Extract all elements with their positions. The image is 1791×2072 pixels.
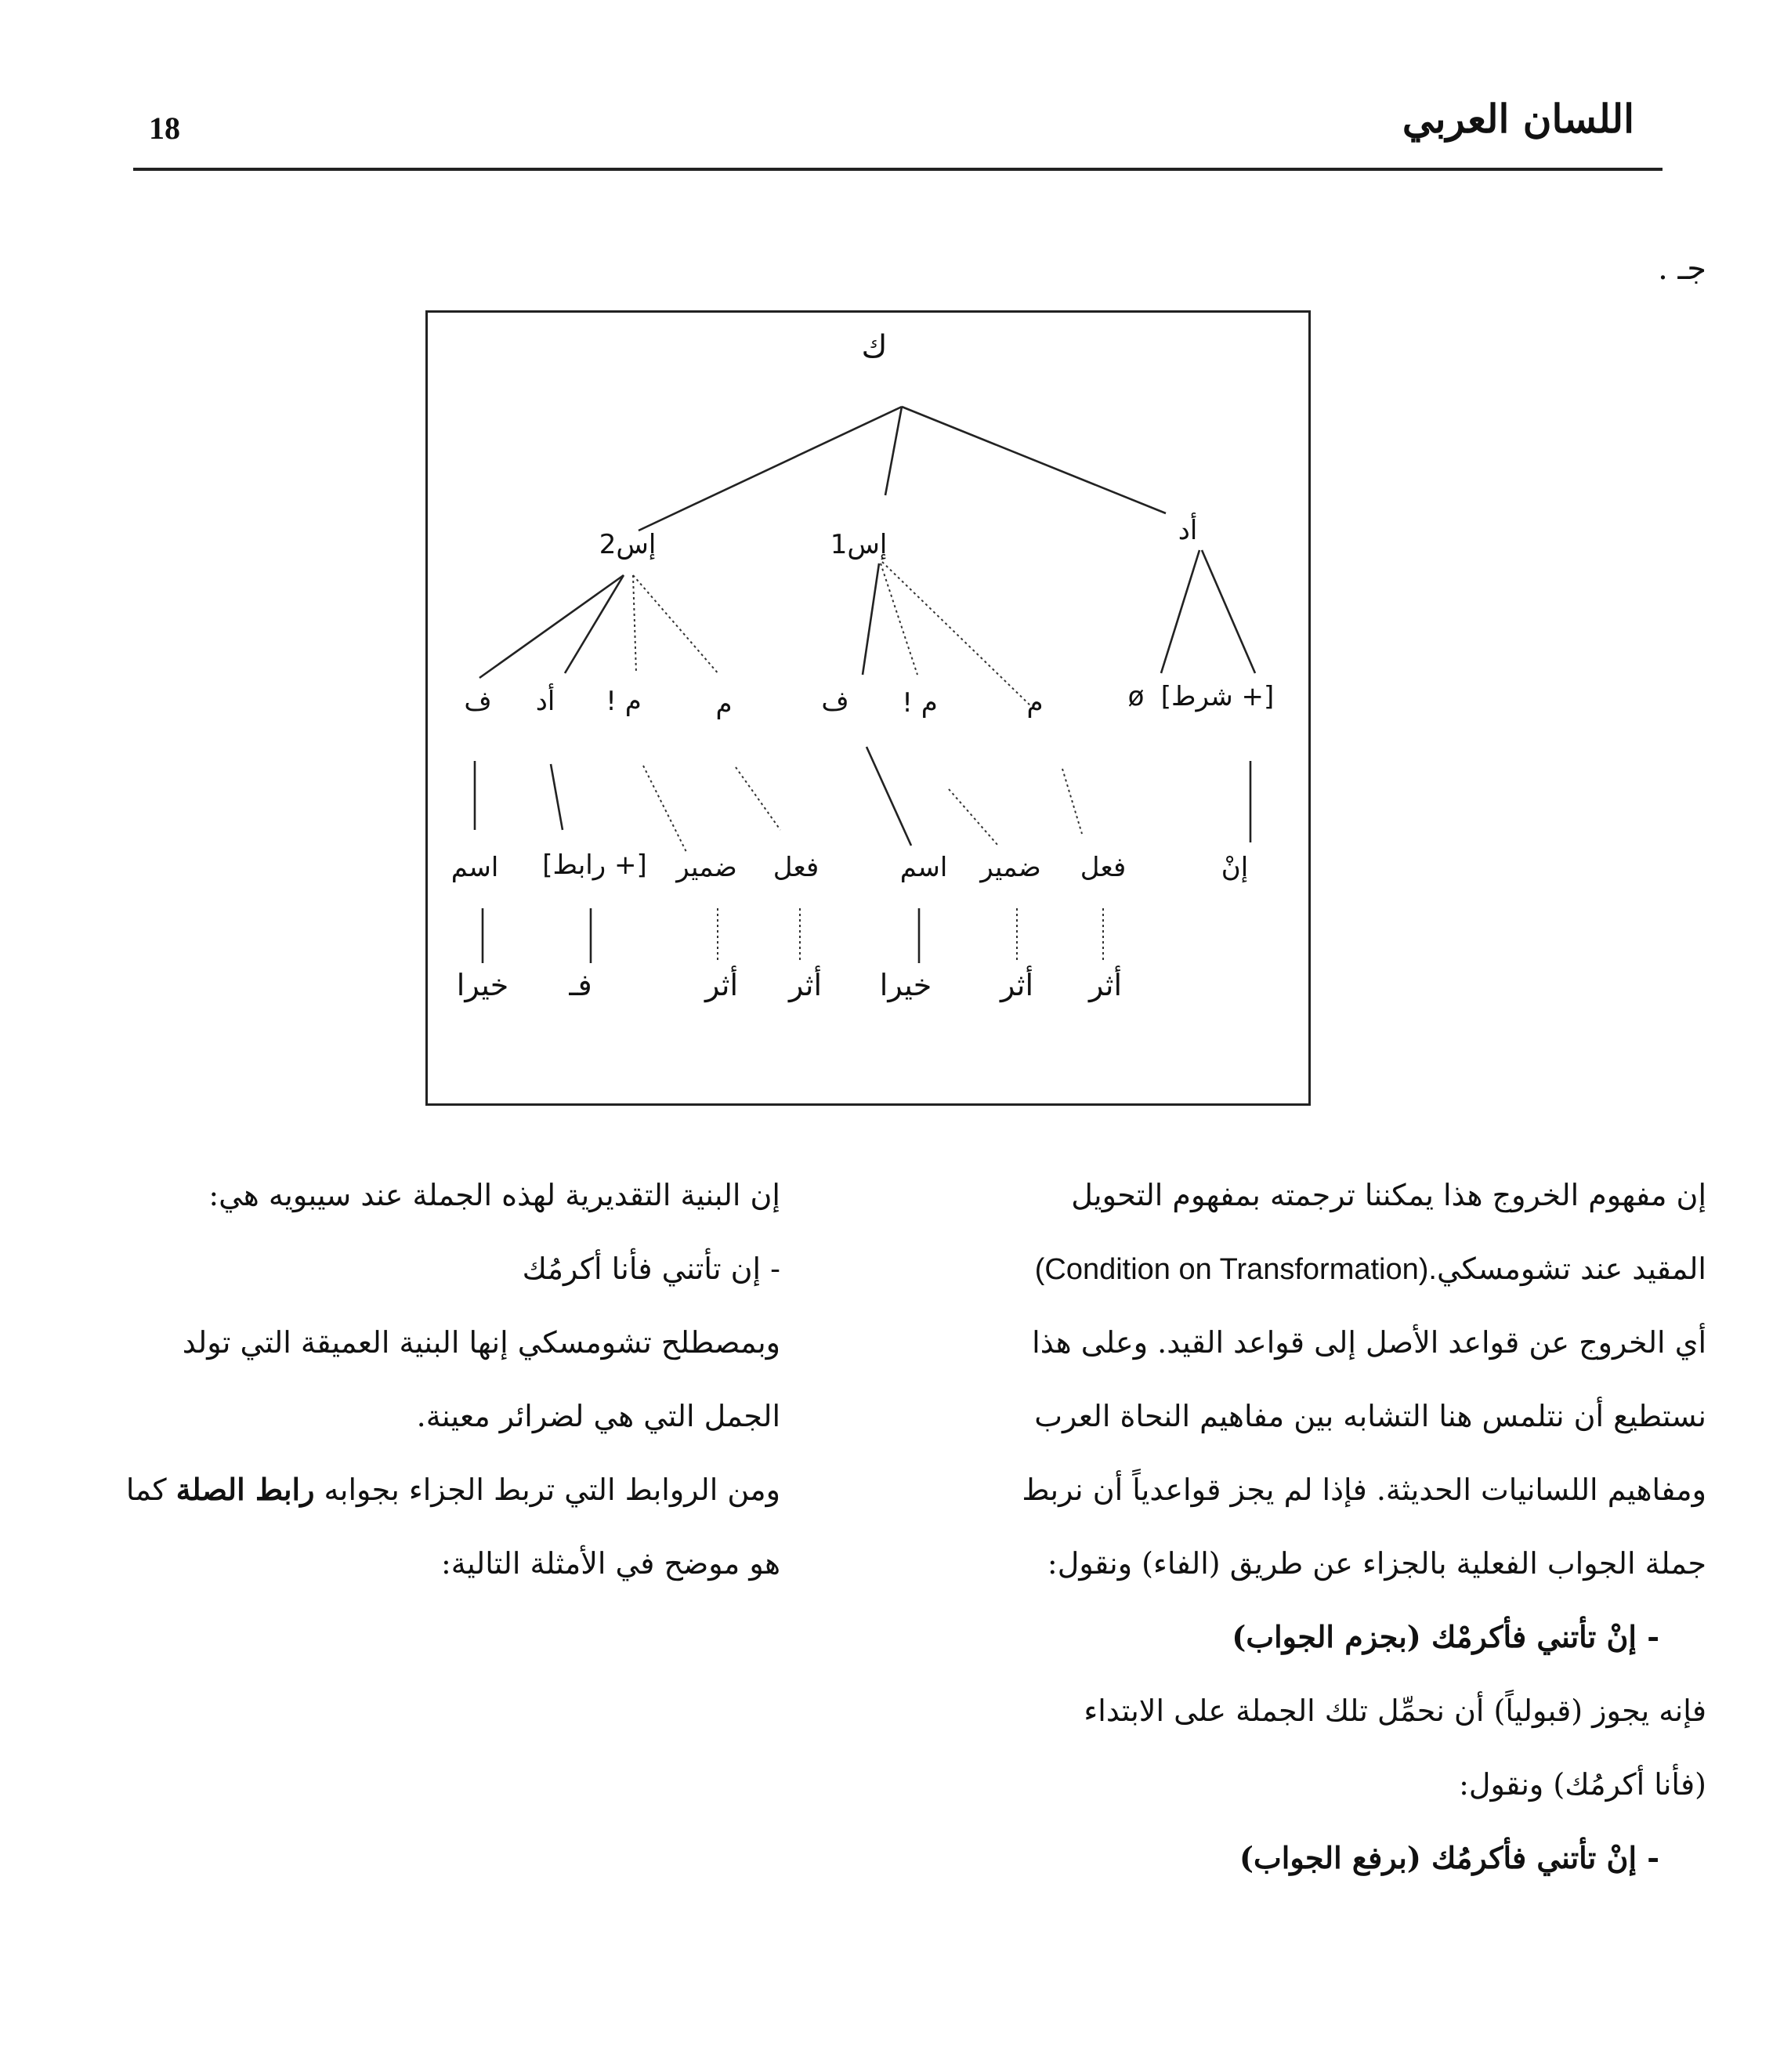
node-root-k: ك bbox=[861, 329, 888, 365]
paragraph-line: فإنه يجوز (قبولياً) أن نحمِّل تلك الجملة على الابتداء bbox=[1084, 1693, 1706, 1728]
page-number: 18 bbox=[149, 110, 180, 146]
paragraph-line: إن البنية التقديرية لهذه الجملة عند سيبويه هي: bbox=[208, 1178, 780, 1212]
paragraph-line: هو موضح في الأمثلة التالية: bbox=[440, 1546, 780, 1581]
paragraph-line-mixed bbox=[868, 1232, 1706, 1306]
edge-is2-m-c bbox=[633, 575, 719, 675]
paragraph-line: ومفاهيم اللسانيات الحديثة. فإذا لم يجز قواعدياً أن نربط bbox=[1022, 1472, 1706, 1507]
edge-m-b-damir1 bbox=[949, 789, 998, 846]
leaf-fa: فـ bbox=[569, 968, 592, 1002]
node-empty-set: ø bbox=[1127, 681, 1145, 712]
edge-m-c-fil2 bbox=[736, 767, 780, 830]
paragraph-line: جملة الجواب الفعلية بالجزاء عن طريق (الفاء) ونقول: bbox=[1047, 1546, 1706, 1581]
subfigure-label: جـ . bbox=[1658, 251, 1706, 287]
leaf-athar2: أثر bbox=[1000, 968, 1034, 1002]
leaf-athar1: أثر bbox=[1088, 968, 1123, 1002]
node-ism2: اسم bbox=[450, 852, 499, 883]
paragraph-line: وبمصطلح تشومسكي إنها البنية العميقة التي تولد bbox=[182, 1325, 780, 1360]
paragraph-line: أي الخروج عن قواعد الأصل إلى قواعد القيد. وعلى هذا bbox=[1032, 1325, 1706, 1360]
node-is1: إس1 bbox=[830, 529, 888, 560]
node-in: إنْ bbox=[1221, 852, 1249, 883]
edge-is1-f bbox=[863, 563, 879, 675]
node-f-a: ف bbox=[821, 686, 849, 717]
edge-is2-f bbox=[479, 575, 624, 678]
header-rule bbox=[133, 168, 1663, 171]
example-line: - إنْ تأتني فأكرمْك (بجزم الجواب) bbox=[1232, 1619, 1659, 1654]
edge-is2-ad2 bbox=[565, 575, 624, 673]
node-m-d: م ! bbox=[606, 686, 642, 717]
leaf-athar4: أثر bbox=[704, 968, 739, 1002]
node-m-c: م bbox=[715, 689, 733, 720]
node-shart-feature: [+ شرط] bbox=[1160, 681, 1275, 712]
node-damir1: ضمير bbox=[980, 852, 1041, 883]
edge-is2-m-d bbox=[633, 575, 636, 673]
node-m-a: م bbox=[1026, 687, 1044, 719]
journal-title-logo: اللسان العربي bbox=[1402, 96, 1634, 142]
edge-f-ism1 bbox=[867, 747, 911, 846]
paragraph-line: الجمل التي هي لضرائر معينة. bbox=[416, 1399, 780, 1433]
node-m-b: م ! bbox=[902, 687, 938, 719]
edge-root-ad bbox=[902, 407, 1166, 513]
leaf-athar3: أثر bbox=[788, 968, 823, 1002]
english-term: (Condition on Transformation). bbox=[1034, 1253, 1437, 1286]
edge-root-is1 bbox=[885, 407, 902, 495]
node-fil2: فعل bbox=[772, 852, 820, 883]
paragraph-line: نستطيع أن نتلمس هنا التشابه بين مفاهيم النحاة العرب bbox=[1034, 1399, 1706, 1433]
example-line: - إنْ تأتني فأكرمُك (برفع الجواب) bbox=[1239, 1840, 1659, 1875]
paragraph-line: (فأنا أكرمُك) ونقول: bbox=[1459, 1767, 1706, 1802]
edge-m-a-fil1 bbox=[1062, 769, 1082, 834]
node-ad: أد bbox=[1178, 515, 1198, 546]
edge-ad-shart bbox=[1202, 550, 1255, 673]
node-damir2: ضمير bbox=[676, 852, 737, 883]
paragraph-line-mixed: ومن الروابط التي تربط الجزاء بجوابه رابط الصلة كما bbox=[125, 1472, 780, 1507]
node-f-b: ف bbox=[464, 686, 492, 717]
node-ad2: أد bbox=[535, 686, 555, 717]
arabic-fragment: المقيد عند تشومسكي bbox=[1436, 1252, 1706, 1286]
node-rabit-feature: [+ رابط] bbox=[542, 849, 647, 881]
left-text-column bbox=[0, 1158, 780, 1600]
right-text-column bbox=[868, 1158, 1706, 1895]
edge-ad2-rabit bbox=[551, 764, 563, 830]
edge-ad-empty bbox=[1161, 550, 1199, 673]
edge-root-is2 bbox=[639, 407, 902, 531]
leaf-khayran1: خيرا bbox=[879, 968, 932, 1002]
node-ism1: اسم bbox=[899, 852, 948, 883]
node-is2: إس2 bbox=[599, 529, 657, 560]
tree-diagram-frame bbox=[425, 310, 1311, 1106]
leaf-khayran2: خيرا bbox=[456, 968, 509, 1002]
edge-m-d-damir2 bbox=[643, 766, 686, 852]
edge-is1-m-b bbox=[881, 563, 917, 675]
edge-is1-m-a bbox=[882, 562, 1033, 708]
node-fil1: فعل bbox=[1080, 852, 1127, 883]
bold-term: رابط الصلة bbox=[175, 1472, 315, 1507]
paragraph-line: إن مفهوم الخروج هذا يمكننا ترجمته بمفهوم التحويل bbox=[1071, 1178, 1706, 1212]
example-line: - إن تأتني فأنا أكرمُك bbox=[522, 1252, 780, 1286]
